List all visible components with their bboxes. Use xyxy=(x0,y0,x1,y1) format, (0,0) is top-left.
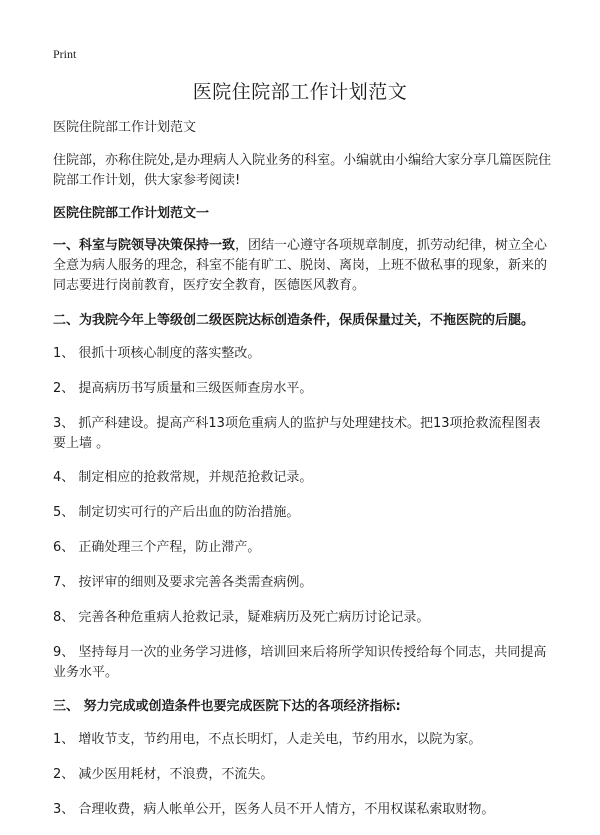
list-item: 3、 抓产科建设。提高产科13项危重病人的监护与处理建技术。把13项抢救流程图表要上墙 。 xyxy=(53,416,541,451)
point-1-paragraph xyxy=(53,236,553,296)
point-1-heading: 一、科室与院领导决策保持一致 xyxy=(53,238,236,253)
list-item: 2、 提高病历书写质量和三级医师查房水平。 xyxy=(53,381,313,396)
list-item: 8、 完善各种危重病人抢救记录，疑难病历及死亡病历讨论记录。 xyxy=(53,610,430,625)
list-item: 5、 制定切实可行的产后出血的防治措施。 xyxy=(53,505,300,520)
section-title: 医院住院部工作计划范文一 xyxy=(53,206,210,221)
list-item: 2、 减少医用耗材，不浪费，不流失。 xyxy=(53,767,274,782)
list-item: 7、 按评审的细则及要求完善各类需查病例。 xyxy=(53,575,313,590)
list-item: 1、 很抓十项核心制度的落实整改。 xyxy=(53,346,261,361)
document-body xyxy=(53,118,553,835)
list-item: 6、 正确处理三个产程，防止滞产。 xyxy=(53,540,261,555)
document-subtitle: 医院住院部工作计划范文 xyxy=(53,120,197,135)
point-2-heading: 二、为我院今年上等级创二级医院达标创造条件，保质保量过关，不拖医院的后腿。 xyxy=(53,313,535,328)
list-item: 3、 合理收费，病人帐单公开，医务人员不开人情方，不用权谋私索取财物。 xyxy=(53,802,495,817)
list-item: 1、 增收节支，节约用电，不点长明灯，人走关电，节约用水，以院为家。 xyxy=(53,732,482,747)
page-title: 医院住院部工作计划范文 xyxy=(192,81,408,103)
point-1-text: ，团结一心遵守各项规章制度，抓劳动纪律，树立全心全意为病人服务的理念，科室不能有旷工、脱岗、离岗，上班不做私事的现象，新来的同志要进行岗前教育，医疗安全教育，医德医风教育。 xyxy=(53,238,548,293)
list-item: 9、 坚持每月一次的业务学习进修，培训回来后将所学知识传授给每个同志，共同提高业务水平。 xyxy=(53,645,547,680)
list-item: 4、 制定相应的抢救常规，并规范抢救记录。 xyxy=(53,470,313,485)
print-link[interactable]: Print xyxy=(53,47,77,61)
intro-paragraph: 住院部，亦称住院处,是办理病人入院业务的科室。小编就由小编给大家分享几篇医院住院部工作计划，供大家参考阅读! xyxy=(53,153,552,188)
point-3-heading: 三、 努力完成或创造条件也要完成医院下达的各项经济指标: xyxy=(53,699,401,714)
